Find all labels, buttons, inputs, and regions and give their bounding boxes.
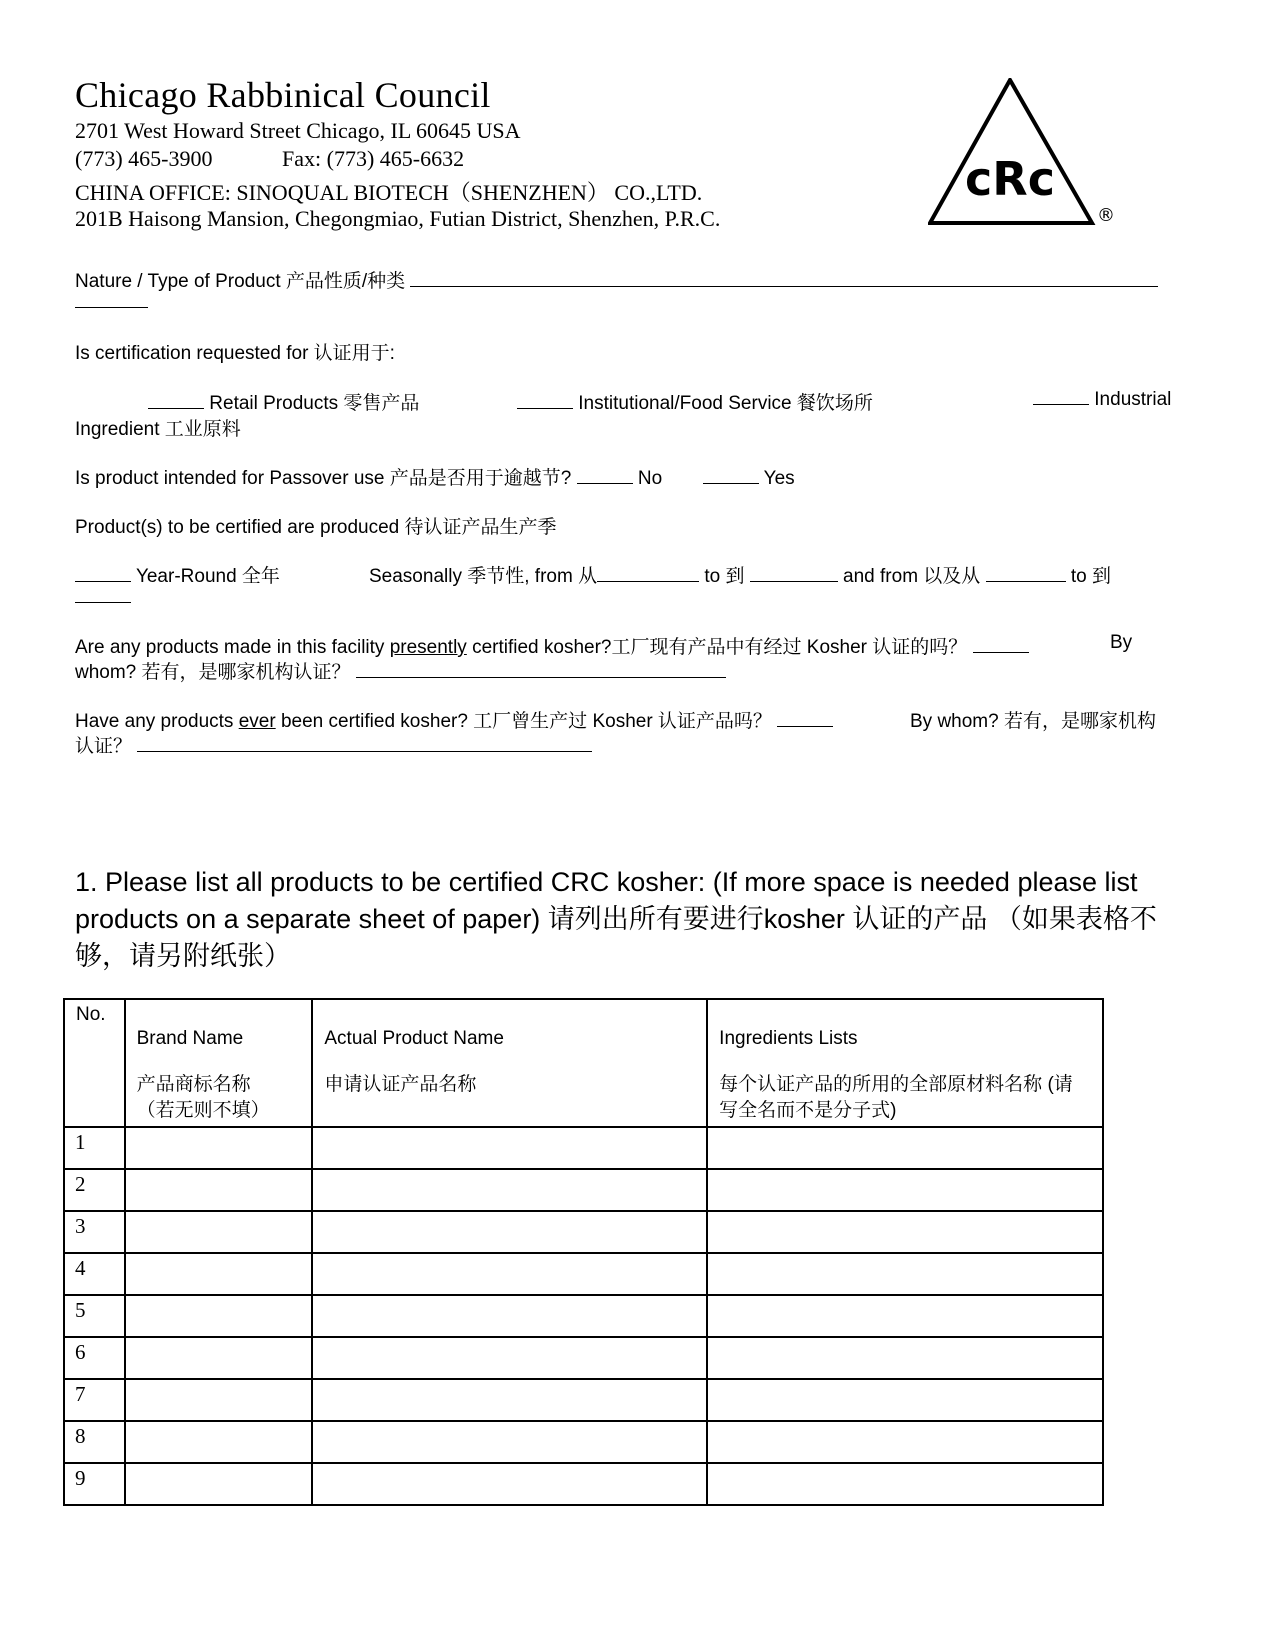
industrial-blank[interactable] bbox=[1033, 388, 1089, 405]
header-product-cell bbox=[312, 999, 707, 1127]
product-name-cell[interactable] bbox=[312, 1211, 707, 1253]
ever-question-post: been certified kosher? 工厂曾生产过 Kosher 认证产品吗？ bbox=[275, 711, 772, 732]
china-address-line: 201B Haisong Mansion, Chegongmiao, Futian District, Shenzhen, P.R.C. bbox=[75, 206, 721, 231]
passover-no-label: No bbox=[637, 468, 663, 489]
header-no-cell bbox=[64, 999, 125, 1127]
header-brand-cell bbox=[125, 999, 313, 1127]
row-number: 9 bbox=[75, 1466, 86, 1490]
ingredients-cell[interactable] bbox=[707, 1421, 1103, 1463]
season-from-blank-1[interactable] bbox=[597, 565, 699, 582]
crc-logo-text: cRc bbox=[965, 152, 1055, 206]
crc-logo bbox=[928, 78, 1128, 238]
brand-name-cell[interactable] bbox=[125, 1253, 313, 1295]
ingredients-cell[interactable] bbox=[707, 1169, 1103, 1211]
row-number: 7 bbox=[75, 1382, 86, 1406]
presently-whom-blank[interactable] bbox=[356, 661, 726, 678]
industrial-option bbox=[1033, 388, 1171, 411]
institutional-option bbox=[517, 388, 873, 415]
presently-question bbox=[75, 632, 1029, 659]
row-number-cell bbox=[64, 1379, 125, 1421]
product-name-cell[interactable] bbox=[312, 1379, 707, 1421]
organization-title: Chicago Rabbinical Council bbox=[75, 75, 491, 115]
col-product-zh: 申请认证产品名称 bbox=[324, 1074, 477, 1095]
table-row bbox=[64, 1127, 1103, 1169]
brand-name-cell[interactable] bbox=[125, 1169, 313, 1211]
ingredients-cell[interactable] bbox=[707, 1379, 1103, 1421]
phone-number: (773) 465-3900 bbox=[75, 146, 213, 171]
seasonal-row bbox=[369, 561, 1111, 588]
passover-no-blank[interactable] bbox=[577, 467, 633, 484]
retail-label: Retail Products 零售产品 bbox=[209, 393, 420, 414]
whom-label-1: whom? 若有，是哪家机构认证？ bbox=[75, 662, 351, 683]
product-name-cell[interactable] bbox=[312, 1463, 707, 1505]
brand-name-cell[interactable] bbox=[125, 1463, 313, 1505]
row-number-cell bbox=[64, 1463, 125, 1505]
year-round-label: Year-Round 全年 bbox=[135, 566, 280, 587]
row-number-cell bbox=[64, 1337, 125, 1379]
table-row bbox=[64, 1463, 1103, 1505]
table-row bbox=[64, 1253, 1103, 1295]
nature-type-label: Nature / Type of Product 产品性质/种类 bbox=[75, 271, 406, 292]
col-brand-zh: 产品商标名称（若无则不填） bbox=[136, 1074, 270, 1121]
row-number: 4 bbox=[75, 1256, 86, 1280]
product-name-cell[interactable] bbox=[312, 1253, 707, 1295]
table-row bbox=[64, 1379, 1103, 1421]
row-number-cell bbox=[64, 1295, 125, 1337]
nature-type-blank[interactable] bbox=[410, 270, 1158, 287]
brand-name-cell[interactable] bbox=[125, 1379, 313, 1421]
retail-blank[interactable] bbox=[148, 392, 204, 409]
product-name-cell[interactable] bbox=[312, 1421, 707, 1463]
col-brand-en: Brand Name bbox=[136, 1028, 244, 1049]
by-label-1: By bbox=[1110, 632, 1133, 653]
industrial-label: Industrial bbox=[1094, 389, 1172, 410]
ever-whom-row bbox=[75, 731, 592, 758]
ever-answer-blank[interactable] bbox=[777, 710, 833, 727]
row-number: 6 bbox=[75, 1340, 86, 1364]
to-label-2: to 到 bbox=[1070, 566, 1111, 587]
season-row bbox=[75, 561, 280, 588]
cert-request-label: Is certification requested for 认证用于: bbox=[75, 343, 395, 364]
ingredients-cell[interactable] bbox=[707, 1211, 1103, 1253]
ever-emphasis: ever bbox=[238, 711, 276, 732]
year-round-blank[interactable] bbox=[75, 565, 131, 582]
table-row bbox=[64, 1169, 1103, 1211]
table-header-row bbox=[64, 999, 1103, 1127]
brand-name-cell[interactable] bbox=[125, 1337, 313, 1379]
presently-answer-blank[interactable] bbox=[973, 636, 1029, 653]
produced-label: Product(s) to be certified are produced 待认证产品生产季 bbox=[75, 517, 557, 538]
address-line: 2701 West Howard Street Chicago, IL 60645 USA bbox=[75, 118, 521, 143]
table-row bbox=[64, 1211, 1103, 1253]
passover-yes-label: Yes bbox=[763, 468, 795, 489]
registered-mark: ® bbox=[1097, 205, 1115, 226]
row-number-cell bbox=[64, 1169, 125, 1211]
table-row bbox=[64, 1337, 1103, 1379]
nature-type-blank-continued[interactable] bbox=[75, 307, 148, 308]
ingredients-cell[interactable] bbox=[707, 1253, 1103, 1295]
row-number: 5 bbox=[75, 1298, 86, 1322]
brand-name-cell[interactable] bbox=[125, 1211, 313, 1253]
row-number: 3 bbox=[75, 1214, 86, 1238]
institutional-label: Institutional/Food Service 餐饮场所 bbox=[578, 393, 873, 414]
seasonally-label: Seasonally 季节性, from 从 bbox=[369, 566, 598, 587]
col-ingredients-zh: 每个认证产品的所用的全部原材料名称 (请写全名而不是分子式) bbox=[719, 1074, 1073, 1121]
product-name-cell[interactable] bbox=[312, 1127, 707, 1169]
product-name-cell[interactable] bbox=[312, 1295, 707, 1337]
passover-question bbox=[75, 463, 795, 490]
passover-yes-blank[interactable] bbox=[703, 467, 759, 484]
section-1-heading: 1. Please list all products to be certified CRC kosher: (If more space is needed please list products on a separate sheet of paper) 请列出所有要进行kosher 认证的产品 （如果表格不够，请另附纸张） bbox=[75, 867, 1157, 971]
table-row bbox=[64, 1421, 1103, 1463]
row-number-cell bbox=[64, 1127, 125, 1169]
ingredients-cell[interactable] bbox=[707, 1463, 1103, 1505]
product-name-cell[interactable] bbox=[312, 1169, 707, 1211]
ingredients-cell[interactable] bbox=[707, 1127, 1103, 1169]
row-number-cell bbox=[64, 1211, 125, 1253]
certify-label-2: 认证？ bbox=[75, 736, 133, 757]
header-ingredients-cell bbox=[707, 999, 1103, 1127]
brand-name-cell[interactable] bbox=[125, 1127, 313, 1169]
whom-label-2: By whom? 若有，是哪家机构 bbox=[910, 711, 1156, 732]
presently-question-post: certified kosher?工厂现有产品中有经过 Kosher 认证的吗？ bbox=[466, 637, 968, 658]
institutional-blank[interactable] bbox=[517, 392, 573, 409]
col-ingredients-en: Ingredients Lists bbox=[719, 1028, 858, 1049]
col-no-label: No. bbox=[76, 1004, 106, 1025]
brand-name-cell[interactable] bbox=[125, 1295, 313, 1337]
row-number: 2 bbox=[75, 1172, 86, 1196]
china-office-line: CHINA OFFICE: SINOQUAL BIOTECH（SHENZHEN） CO.,LTD. bbox=[75, 180, 703, 205]
season-from-blank-2[interactable] bbox=[986, 565, 1066, 582]
presently-question-pre: Are any products made in this facility bbox=[75, 637, 390, 658]
table-body bbox=[64, 1127, 1103, 1505]
col-product-en: Actual Product Name bbox=[324, 1028, 504, 1049]
products-table bbox=[63, 998, 1104, 1506]
presently-emphasis: presently bbox=[389, 637, 467, 658]
fax-number: Fax: (773) 465-6632 bbox=[282, 146, 465, 171]
ingredients-cell[interactable] bbox=[707, 1337, 1103, 1379]
nature-type-field bbox=[75, 266, 1158, 293]
ingredient-label: Ingredient 工业原料 bbox=[75, 419, 241, 440]
season-to-blank-2[interactable] bbox=[75, 602, 131, 603]
row-number-cell bbox=[64, 1253, 125, 1295]
brand-name-cell[interactable] bbox=[125, 1421, 313, 1463]
presently-whom-row bbox=[75, 657, 726, 684]
retail-option bbox=[148, 388, 419, 415]
row-number: 8 bbox=[75, 1424, 86, 1448]
ever-whom-blank[interactable] bbox=[137, 735, 592, 752]
row-number-cell bbox=[64, 1421, 125, 1463]
to-label-1: to 到 bbox=[704, 566, 745, 587]
ingredients-cell[interactable] bbox=[707, 1295, 1103, 1337]
season-to-blank-1[interactable] bbox=[750, 565, 838, 582]
ever-question bbox=[75, 706, 833, 733]
product-name-cell[interactable] bbox=[312, 1337, 707, 1379]
and-from-label: and from 以及从 bbox=[843, 566, 981, 587]
table-row bbox=[64, 1295, 1103, 1337]
ever-question-pre: Have any products bbox=[75, 711, 239, 732]
row-number: 1 bbox=[75, 1130, 86, 1154]
passover-label: Is product intended for Passover use 产品是否用于逾越节? bbox=[75, 468, 572, 489]
